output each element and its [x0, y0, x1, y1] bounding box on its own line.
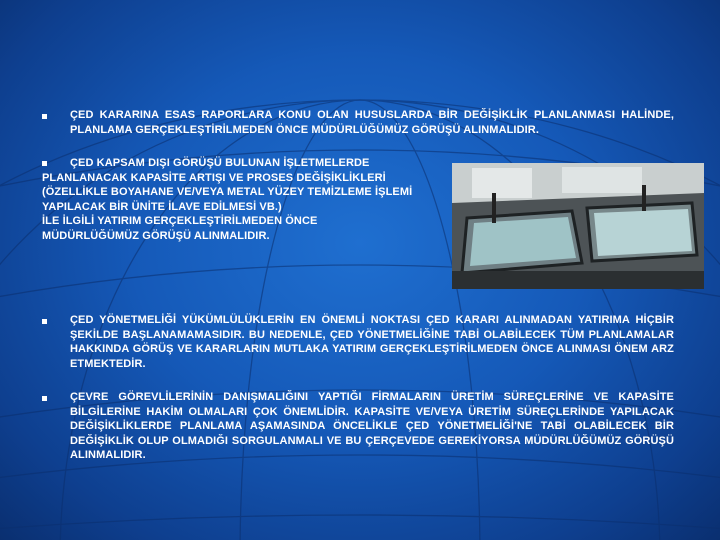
industrial-tanks-photo — [452, 163, 704, 289]
paragraph-4: ÇEVRE GÖREVLİLERİNİN DANIŞMALIĞINI YAPTIĞI FİRMALARIN ÜRETİM SÜREÇLERİNE VE KAPASİTE BİLGİLERİNE HAKİM OLMALARI ÇOK ÖNEMLİDİR. KAPASİTE VE/VEYA ÜRETİM SÜREÇLERİNDE YAPILACAK DEĞİŞİKLİKLERDE PLANLAMA AŞAMASINDA ÖNCELİKLE ÇED YÖNETMELİĞİ'NE TABİ OLABİLECEK BİR DEĞİŞİKLİK OLUP OLMADIĞI SORGULANMALI VE BU ÇERÇEVEDE GEREKİYORSA MÜDÜRLÜĞÜMÜZ GÖRÜŞÜ ALINMALIDIR. — [70, 391, 674, 461]
paragraph-2: ÇED KAPSAM DIŞI GÖRÜŞÜ BULUNAN İŞLETMELERDE PLANLANACAK KAPASİTE ARTIŞI VE PROSES DEĞİŞİKLİKLERİ (ÖZELLİKLE BOYAHANE VE/VEYA METAL YÜZEY TEMİZLEME İŞLEMİ YAPILACAK BİR ÜNİTE İLAVE EDİLMESİ VB.) İLE İLGİLİ YATIRIM GERÇEKLEŞTİRİLMEDEN ÖNCE MÜDÜRLÜĞÜMÜZ GÖRÜŞÜ ALINMALIDIR. — [42, 157, 413, 242]
bullet-icon — [42, 114, 47, 119]
paragraph-1: ÇED KARARINA ESAS RAPORLARA KONU OLAN HUSUSLARDA BİR DEĞİŞİKLİK PLANLANMASI HALİNDE, PLANLAMA GERÇEKLEŞTİRİLMEDEN ÖNCE MÜDÜRLÜĞÜMÜZ GÖRÜŞÜ ALINMALIDIR. — [70, 109, 674, 136]
paragraph-3: ÇED YÖNETMELİĞİ YÜKÜMLÜLÜKLERİN EN ÖNEMLİ NOKTASI ÇED KARARI ALINMADAN YATIRIMA HİÇBİR ŞEKİLDE BAŞLANAMAMASIDIR. BU NEDENLE, ÇED YÖNETMELİĞİNE TABİ OLABİLECEK TÜM PLANLAMALAR HAKKINDA GÖRÜŞ VE KARARLARIN MUTLAKA YATIRIM GERÇEKLEŞTİRİLMEDEN ÖNCE ALINMASI ÖNEM ARZ ETMEKTEDİR. — [70, 314, 674, 370]
bullet-icon — [42, 396, 47, 401]
bullet-icon — [42, 319, 47, 324]
